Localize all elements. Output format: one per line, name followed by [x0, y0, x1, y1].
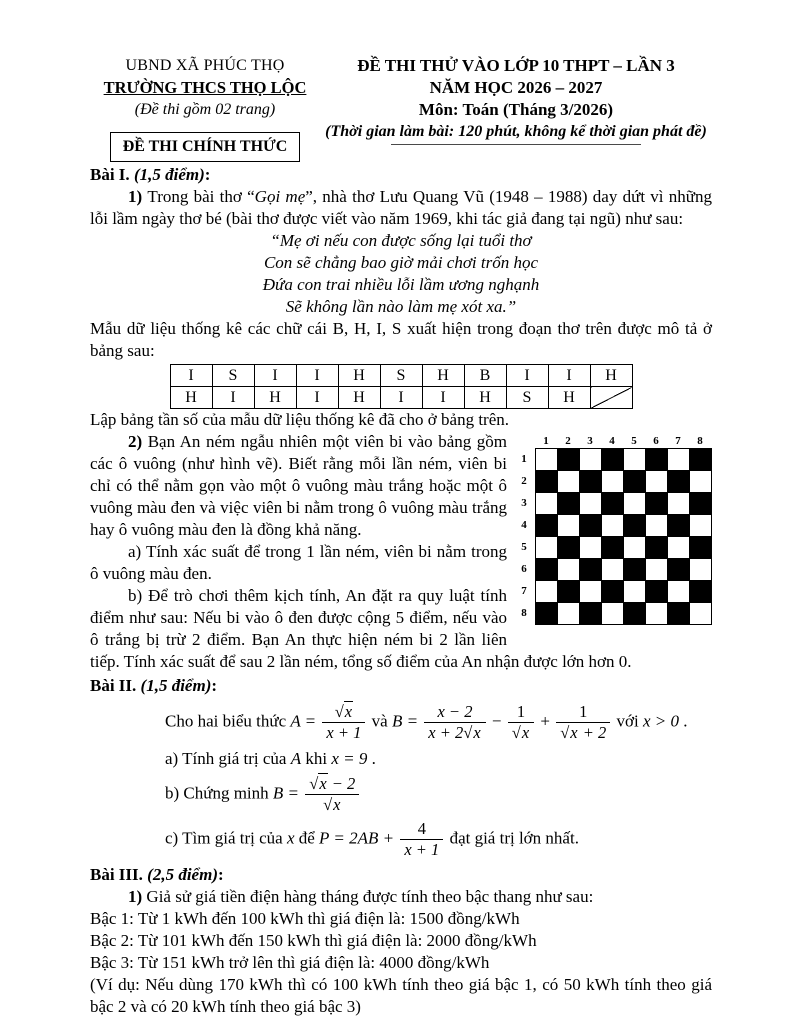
board-cell-black [580, 515, 601, 536]
condition-pre: với [612, 711, 643, 731]
letter-cell: S [380, 365, 422, 387]
frac-B1-den-pre: x + 2 [428, 723, 464, 742]
letter-cell: S [212, 365, 254, 387]
board-cell-black [624, 471, 645, 492]
board-cell-white [536, 449, 557, 470]
board-row-label: 3 [521, 497, 527, 509]
and-word: và [367, 711, 392, 731]
board-cell-black [690, 449, 711, 470]
section-2-colon: : [211, 676, 218, 695]
problem-1-2-block [90, 431, 712, 673]
board-col-label: 1 [543, 435, 549, 447]
board-row-label: 5 [521, 541, 527, 553]
problem-1-2a: a) Tính xác suất để trong 1 lần ném, viên bi nằm trong ô vuông màu đen. [90, 542, 507, 583]
board-col-labels [535, 434, 711, 448]
board-cell-white [580, 449, 601, 470]
letter-cell: H [254, 387, 296, 409]
frac-B3-num: 1 [556, 702, 610, 723]
expr-P-lhs: P = 2AB + [319, 828, 399, 848]
letter-cell: I [170, 365, 212, 387]
problem-3-1-body: Giả sử giá tiền điện hàng tháng được tính theo bậc thang như sau: [146, 887, 594, 906]
board-cell-black [624, 559, 645, 580]
frac-B2-num: 1 [508, 702, 534, 723]
problem-1-1-pre: Trong bài thơ “ [147, 187, 255, 206]
frac-A [320, 702, 367, 743]
letter-cell: I [296, 387, 338, 409]
radicand: x [473, 723, 481, 742]
section-2-heading [90, 675, 712, 697]
board-cell-black [668, 471, 689, 492]
board-cell-white [580, 537, 601, 558]
board-cell-black [602, 581, 623, 602]
problem-2a-pre: a) Tính giá trị của [165, 749, 291, 768]
board-cell-black [602, 537, 623, 558]
sqrt: √x [511, 723, 530, 742]
frac-A-num [322, 702, 365, 723]
problem-2c-pre: c) Tìm giá trị của [165, 828, 287, 848]
radicand: x [333, 795, 341, 814]
section-1-points: (1,5 điểm) [129, 165, 205, 184]
letter-cell: I [254, 365, 296, 387]
tier-line-3: Bậc 3: Từ 151 kWh trở lên thì giá điện là: 4000 đồng/kWh [90, 953, 490, 972]
board-cell-white [690, 559, 711, 580]
exam-title: ĐỀ THI THỬ VÀO LỚP 10 THPT – LẦN 3 [357, 56, 675, 75]
board-cell-black [536, 471, 557, 492]
problem-1-1-number: 1) [128, 187, 148, 206]
official-exam-box: ĐỀ THI CHÍNH THỨC [110, 132, 301, 162]
expressions-intro: Cho hai biểu thức [165, 711, 291, 731]
var-x: x [286, 828, 295, 848]
letter-cell: H [170, 387, 212, 409]
tier-line-1: Bậc 1: Từ 1 kWh đến 100 kWh thì giá điện là: 1500 đồng/kWh [90, 909, 520, 928]
plus-sign: + [536, 711, 555, 731]
board-cell-black [602, 449, 623, 470]
frac-B2-den [508, 723, 534, 743]
problem-1-2-body: Bạn An ném ngẫu nhiên một viên bi vào bảng gồm các ô vuông (như hình vẽ). Biết rằng mỗi lần ném, viên bi chỉ có thể nằm gọn vào một ô vuông màu trắng hoặc một ô vuông màu đen và việc viên bi nằm trong ô vuông màu trắng hay ô vuông màu đen là đồng khả năng. [90, 432, 507, 539]
board-row-label: 2 [521, 475, 527, 487]
letter-cell: I [548, 365, 590, 387]
poem-title: Gọi mẹ [254, 187, 306, 206]
board-cell-white [536, 581, 557, 602]
board-cell-black [690, 537, 711, 558]
board-cells [535, 448, 712, 625]
radicand: x [319, 774, 327, 793]
board-cell-white [668, 493, 689, 514]
problem-1-2b: b) Để trò chơi thêm kịch tính, An đặt ra quy luật tính điểm như sau: Nếu bi vào ô đen được cộng 5 điểm, nếu vào ô trắng bị trừ 2 điểm. Bạn An thực hiện ném bi 2 lần liên tiếp. Tính xác suất để sau 2 lần ném, tổng số điểm của An nhận được lớn hơn 0. [90, 586, 632, 671]
frac-B1-den [424, 723, 485, 743]
board-cell-white [558, 471, 579, 492]
board-row-label: 1 [521, 453, 527, 465]
frac-P-den: x + 1 [404, 840, 440, 859]
board-col-label: 6 [653, 435, 659, 447]
board-cell-black [580, 471, 601, 492]
school-year: NĂM HỌC 2026 – 2027 [429, 78, 603, 97]
board-cell-white [624, 449, 645, 470]
expr-A-lhs: A = [290, 711, 321, 731]
board-cell-black [602, 493, 623, 514]
board-cell-black [646, 581, 667, 602]
problem-2a-dot: . [367, 749, 376, 768]
problem-2c-end: đạt giá trị lớn nhất. [445, 828, 579, 848]
board-cell-white [536, 493, 557, 514]
section-1-colon: : [204, 165, 211, 184]
letter-cell: H [338, 387, 380, 409]
board-cell-white [580, 493, 601, 514]
expressions-line [165, 702, 712, 743]
board-cell-white [646, 515, 667, 536]
frac-B3-den-post: + 2 [578, 723, 607, 742]
board-cell-black [580, 559, 601, 580]
board-cell-black [646, 537, 667, 558]
board-cell-black [558, 537, 579, 558]
problem-2b-label: b) Chứng minh [165, 783, 273, 803]
board-cell-black [668, 559, 689, 580]
letter-cell: I [422, 387, 464, 409]
letter-cell: I [296, 365, 338, 387]
sqrt: √x [334, 702, 353, 721]
board-cell-black [580, 603, 601, 624]
board-cell-white [624, 581, 645, 602]
expr-B-lhs: B = [391, 711, 423, 731]
minus-sign: − [487, 711, 506, 731]
board-cell-black [536, 515, 557, 536]
time-limit-note: (Thời gian làm bài: 120 phút, không kể thời gian phát đề) [325, 123, 707, 140]
board-cell-white [558, 515, 579, 536]
problem-1-1-text [90, 186, 712, 230]
school-name: TRƯỜNG THCS THỌ LỘC [103, 78, 307, 97]
board-top [517, 434, 712, 448]
board-row-label: 4 [521, 519, 527, 531]
letter-cell: H [590, 365, 632, 387]
letter-cell: H [422, 365, 464, 387]
board-cell-white [668, 449, 689, 470]
section-2-points: (1,5 điểm) [136, 676, 212, 695]
radicand: x [521, 723, 530, 742]
var-A: A [290, 749, 302, 768]
section-2-label: Bài II. [90, 676, 137, 695]
board-cell-black [624, 515, 645, 536]
board-cell-white [602, 471, 623, 492]
board-cell-white [690, 515, 711, 536]
board-cell-white [558, 559, 579, 580]
board-cell-white [668, 581, 689, 602]
board-col-label: 7 [675, 435, 681, 447]
board-corner [517, 434, 535, 448]
letter-cell-diagonal [590, 387, 632, 409]
problem-3-1-number: 1) [128, 887, 147, 906]
sqrt: √x [323, 795, 341, 814]
section-3-label: Bài III. [90, 865, 143, 884]
board-col-label: 3 [587, 435, 593, 447]
section-1-heading [90, 164, 712, 186]
board-row-labels [517, 448, 531, 625]
letter-table [170, 364, 633, 409]
board-col-label: 8 [697, 435, 703, 447]
board-cell-black [646, 449, 667, 470]
problem-1-2-number: 2) [128, 432, 148, 451]
header-right [320, 55, 712, 162]
letter-cell: S [506, 387, 548, 409]
poem-line: “Mẹ ơi nếu con được sống lại tuổi thơ [270, 231, 532, 250]
poem-line: Sẽ không lần nào làm mẹ xót xa.” [285, 297, 517, 316]
board-cell-black [646, 493, 667, 514]
sqrt: √x [463, 723, 481, 742]
problem-1-1-post: ”, nhà thơ Lưu Quang Vũ (1948 – 1988) day dứt vì những lỗi lầm ngày thơ bé (bài thơ được viết vào năm 1969, khi tác giả đang tại ngũ) như sau: [90, 187, 712, 228]
chessboard-figure [517, 434, 712, 625]
frac-proof-den [305, 795, 359, 815]
frac-B3-den [556, 723, 610, 743]
board-col-label: 5 [631, 435, 637, 447]
board-col-label: 4 [609, 435, 615, 447]
frac-B1 [422, 702, 487, 743]
section-3-heading [90, 864, 712, 886]
board-cell-black [690, 581, 711, 602]
sqrt: √x [309, 774, 327, 793]
frac-B3 [554, 702, 612, 743]
letter-cell: H [464, 387, 506, 409]
board-cell-black [624, 603, 645, 624]
problem-2c-mid: để [294, 828, 320, 848]
board-cell-white [558, 603, 579, 624]
radicand: x [344, 702, 353, 721]
board-cell-white [690, 603, 711, 624]
board-cell-white [646, 559, 667, 580]
board-row-label: 6 [521, 563, 527, 575]
value-x-9: x = 9 [331, 749, 368, 768]
sqrt: √x [560, 723, 578, 742]
letter-cell: I [212, 387, 254, 409]
poem-line: Đứa con trai nhiều lỗi lầm ương nghạnh [262, 275, 540, 294]
letter-table-row [170, 365, 632, 387]
board-cell-black [558, 581, 579, 602]
letter-table-row [170, 387, 632, 409]
board-cell-white [624, 537, 645, 558]
frac-P [398, 819, 445, 860]
tier-example: (Ví dụ: Nếu dùng 170 kWh thì có 100 kWh tính theo giá bậc 1, có 50 kWh tính theo giá bậc 2 và có 20 kWh tính theo giá bậc 3) [90, 975, 712, 1016]
board-cell-black [558, 449, 579, 470]
problem-2b [165, 774, 712, 815]
header [90, 55, 712, 162]
problem-2c [165, 819, 712, 860]
board-cell-white [624, 493, 645, 514]
problem-2a-mid: khi [301, 749, 332, 768]
letter-table-body [170, 365, 632, 409]
board-row-label: 7 [521, 585, 527, 597]
board-mid [517, 448, 712, 625]
frac-proof-num-post: − 2 [327, 774, 356, 793]
frac-B1-num: x − 2 [424, 702, 485, 723]
header-left [90, 55, 320, 162]
section-3-points: (2,5 điểm) [142, 865, 218, 884]
board-cell-white [602, 559, 623, 580]
issuer-name: UBND XÃ PHÚC THỌ [125, 57, 285, 74]
sample-description: Mẫu dữ liệu thống kê các chữ cái B, H, I, S xuất hiện trong đoạn thơ trên được mô tả ở bảng sau: [90, 319, 712, 360]
frac-B2 [506, 702, 536, 743]
frac-P-num: 4 [400, 819, 443, 840]
board-cell-white [602, 515, 623, 536]
subject-line: Môn: Toán (Tháng 3/2026) [418, 100, 614, 119]
board-cell-white [536, 537, 557, 558]
header-underline [391, 144, 641, 145]
board-cell-black [668, 603, 689, 624]
expr-B2-lhs: B = [272, 783, 304, 803]
frac-proof [303, 774, 361, 815]
tier-line-2: Bậc 2: Từ 101 kWh đến 150 kWh thì giá điện là: 2000 đồng/kWh [90, 931, 537, 950]
board-row-label: 8 [521, 607, 527, 619]
board-cell-black [690, 493, 711, 514]
board-cell-white [646, 603, 667, 624]
board-cell-black [668, 515, 689, 536]
poem [90, 230, 712, 318]
problem-2a [165, 748, 712, 770]
section-3-colon: : [218, 865, 224, 884]
letter-cell: B [464, 365, 506, 387]
board-cell-white [668, 537, 689, 558]
condition: x > 0 [642, 711, 680, 731]
board-cell-white [580, 581, 601, 602]
board-cell-white [602, 603, 623, 624]
board-col-label: 2 [565, 435, 571, 447]
frac-A-den: x + 1 [326, 723, 362, 742]
board-cell-white [690, 471, 711, 492]
condition-dot: . [679, 711, 688, 731]
page-count-note: (Đề thi gồm 02 trang) [134, 101, 276, 118]
section-1-label: Bài I. [90, 165, 130, 184]
board-cell-black [536, 603, 557, 624]
board-cell-black [536, 559, 557, 580]
letter-cell: I [506, 365, 548, 387]
board-cell-white [646, 471, 667, 492]
letter-cell: H [338, 365, 380, 387]
frequency-task: Lập bảng tần số của mẫu dữ liệu thống kê đã cho ở bảng trên. [90, 410, 509, 429]
problem-3-1-text [90, 886, 712, 908]
radicand: x [570, 723, 578, 742]
letter-cell: H [548, 387, 590, 409]
board-cell-black [558, 493, 579, 514]
frac-proof-num [305, 774, 359, 795]
letter-cell: I [380, 387, 422, 409]
poem-line: Con sẽ chẳng bao giờ mải chơi trốn học [263, 253, 539, 272]
